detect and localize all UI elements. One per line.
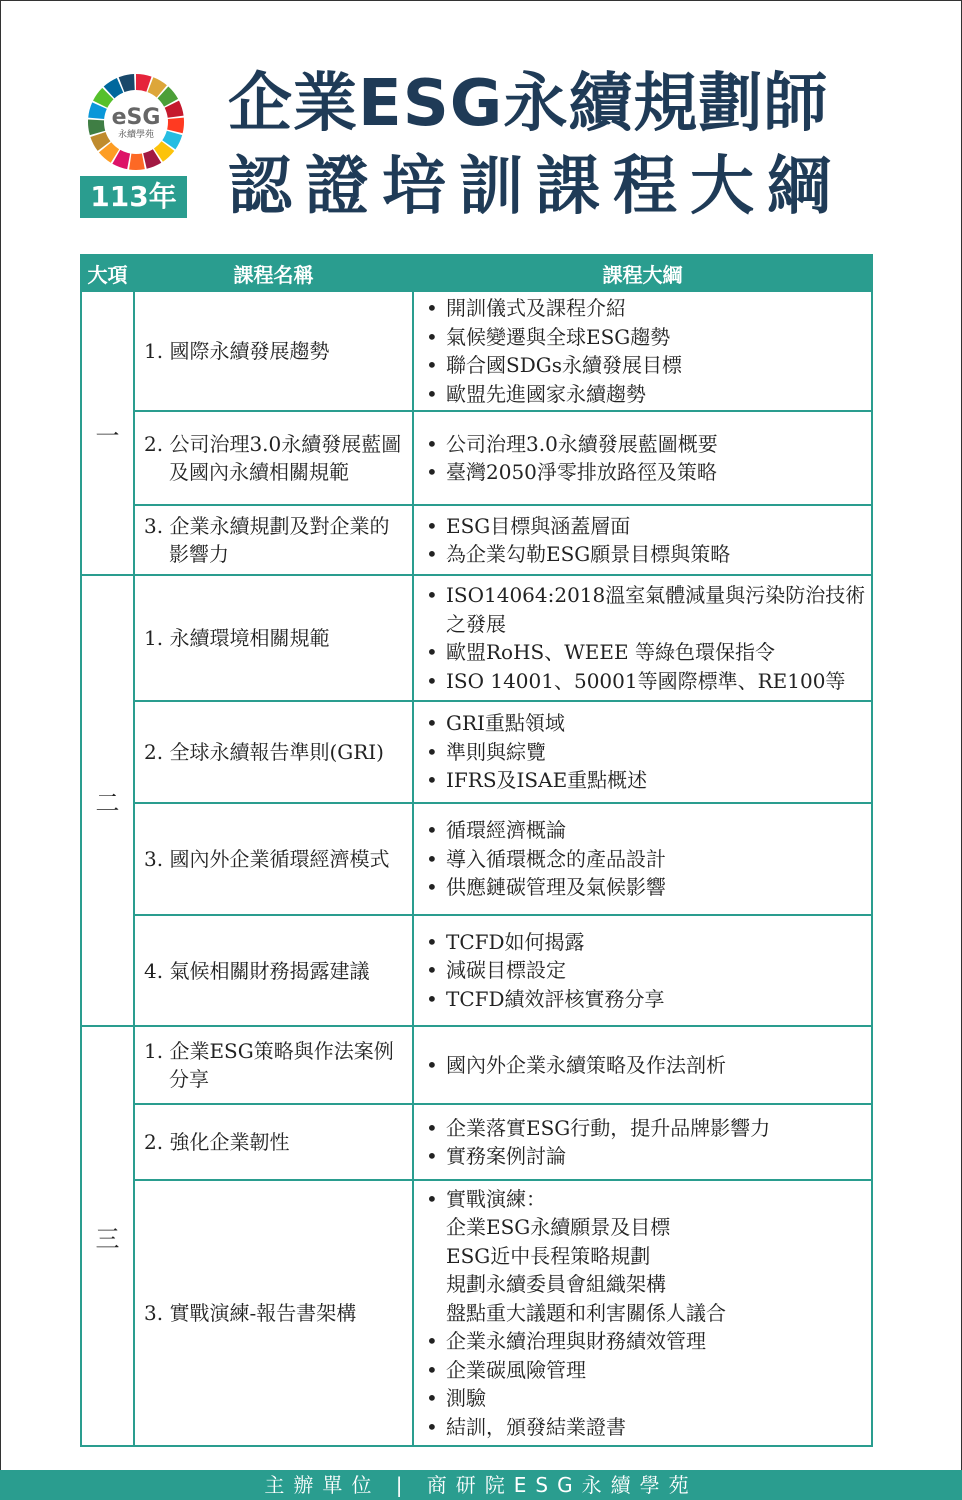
course-outline-cell — [413, 575, 872, 701]
outline-list — [422, 816, 867, 902]
outline-item: • ESG目標與涵蓋層面 — [422, 512, 867, 541]
outline-item: • 為企業勾勒ESG願景目標與策略 — [422, 540, 867, 569]
course-name: 2. 全球永續報告準則(GRI) — [144, 740, 384, 764]
course-name-cell — [134, 291, 413, 411]
outline-item: ESG近中長程策略規劃 — [446, 1243, 651, 1268]
logo-text: eSG — [111, 105, 161, 130]
esg-logo — [86, 72, 186, 172]
table-header-row — [81, 255, 872, 291]
year-badge: 113年 — [80, 176, 187, 218]
outline-list — [422, 928, 867, 1014]
outline-item: • 企業落實ESG行動，提升品牌影響力 — [422, 1114, 867, 1143]
course-name: 3. 國內外企業循環經濟模式 — [144, 847, 390, 871]
outline-item: • 歐盟先進國家永續趨勢 — [422, 380, 867, 409]
outline-item: • 氣候變遷與全球ESG趨勢 — [422, 323, 867, 352]
outline-item: • TCFD如何揭露 — [422, 928, 867, 957]
page-title-line2: 認證培訓課程大綱 — [228, 150, 844, 224]
outline-item: • 供應鏈碳管理及氣候影響 — [422, 873, 867, 902]
course-name-cell — [134, 701, 413, 803]
major-category: 三 — [81, 1026, 134, 1446]
course-name: 1. 企業ESG策略與作法案例分享 — [144, 1039, 394, 1091]
course-outline-cell — [413, 701, 872, 803]
outline-item: • 企業永續治理與財務績效管理 — [422, 1327, 867, 1356]
outline-item: • 循環經濟概論 — [422, 816, 867, 845]
outline-item: 盤點重大議題和利害關係人議合 — [446, 1300, 726, 1325]
outline-item: • 減碳目標設定 — [422, 956, 867, 985]
header-outline: 課程大綱 — [413, 255, 872, 291]
outline-item: • 歐盟RoHS、WEEE 等綠色環保指令 — [422, 638, 867, 667]
header-course-name: 課程名稱 — [134, 255, 413, 291]
course-name-cell — [134, 915, 413, 1026]
outline-list — [422, 581, 867, 695]
course-outline-cell — [413, 803, 872, 915]
course-name-cell — [134, 575, 413, 701]
major-category: 一 — [81, 291, 134, 575]
outline-item: • ISO 14001、50001等國際標準、RE100等 — [422, 667, 867, 696]
major-category: 二 — [81, 575, 134, 1026]
outline-list — [422, 709, 867, 795]
footer-organizer: 主辦單位 | 商研院ESG永續學苑 — [0, 1470, 962, 1500]
course-name-cell — [134, 1180, 413, 1446]
outline-item: • 導入循環概念的產品設計 — [422, 845, 867, 874]
outline-item: 規劃永續委員會組織架構 — [446, 1272, 666, 1297]
logo-subtext: 永續學苑 — [117, 130, 155, 140]
table-row — [81, 291, 872, 411]
outline-item: • 國內外企業永續策略及作法剖析 — [422, 1051, 867, 1080]
page-title-line1: 企業ESG永續規劃師 — [228, 67, 829, 141]
course-outline-table — [80, 254, 873, 1447]
outline-item: • 實務案例討論 — [422, 1142, 867, 1171]
logo-ring-segment — [129, 153, 145, 170]
header-major: 大項 — [81, 255, 134, 291]
course-outline-cell — [413, 411, 872, 505]
table-row — [81, 411, 872, 505]
course-outline-cell — [413, 1026, 872, 1104]
table-row — [81, 1026, 872, 1104]
course-name: 3. 實戰演練-報告書架構 — [144, 1301, 357, 1325]
table-row — [81, 505, 872, 575]
course-name: 3. 企業永續規劃及對企業的影響力 — [144, 514, 390, 566]
course-name-cell — [134, 803, 413, 915]
outline-item: • IFRS及ISAE重點概述 — [422, 766, 867, 795]
course-name: 2. 公司治理3.0永續發展藍圖及國內永續相關規範 — [144, 432, 402, 484]
outline-item: • 結訓，頒發結業證書 — [422, 1413, 867, 1442]
course-outline-cell — [413, 1104, 872, 1180]
outline-item: • GRI重點領域 — [422, 709, 867, 738]
table-row — [81, 915, 872, 1026]
outline-item: • ISO14064:2018溫室氣體減量與污染防治技術之發展 — [422, 581, 867, 638]
course-name-cell — [134, 1026, 413, 1104]
table-row — [81, 701, 872, 803]
course-name: 1. 國際永續發展趨勢 — [144, 339, 330, 363]
course-outline-cell — [413, 1180, 872, 1446]
course-outline-cell — [413, 505, 872, 575]
logo-ring-segment — [88, 119, 105, 135]
course-name: 2. 強化企業韌性 — [144, 1130, 290, 1154]
course-outline-cell — [413, 291, 872, 411]
outline-list — [422, 294, 867, 408]
table-row — [81, 1180, 872, 1446]
outline-item: • 公司治理3.0永續發展藍圖概要 — [422, 430, 867, 459]
outline-list — [422, 512, 867, 569]
table-row — [81, 575, 872, 701]
table-row — [81, 1104, 872, 1180]
outline-item: • 準則與綜覽 — [422, 738, 867, 767]
outline-item: • 企業碳風險管理 — [422, 1356, 867, 1385]
outline-item: 企業ESG永續願景及目標 — [446, 1215, 671, 1240]
outline-item: • 臺灣2050淨零排放路徑及策略 — [422, 458, 867, 487]
outline-list — [422, 1114, 867, 1171]
outline-list — [422, 430, 867, 487]
outline-item: • TCFD績效評核實務分享 — [422, 985, 867, 1014]
course-name-cell — [134, 1104, 413, 1180]
course-outline-cell — [413, 915, 872, 1026]
outline-item: • 聯合國SDGs永續發展目標 — [422, 351, 867, 380]
table-row — [81, 803, 872, 915]
course-name: 1. 永續環境相關規範 — [144, 626, 330, 650]
logo-ring-segment — [167, 118, 184, 134]
outline-list — [422, 1185, 867, 1442]
course-name: 4. 氣候相關財務揭露建議 — [144, 958, 370, 983]
outline-item: • 開訓儀式及課程介紹 — [422, 294, 867, 323]
course-name-cell — [134, 505, 413, 575]
course-name-cell — [134, 411, 413, 505]
outline-list — [422, 1051, 867, 1080]
outline-item: • 實戰演練： — [422, 1185, 867, 1214]
outline-item: • 測驗 — [422, 1384, 867, 1413]
